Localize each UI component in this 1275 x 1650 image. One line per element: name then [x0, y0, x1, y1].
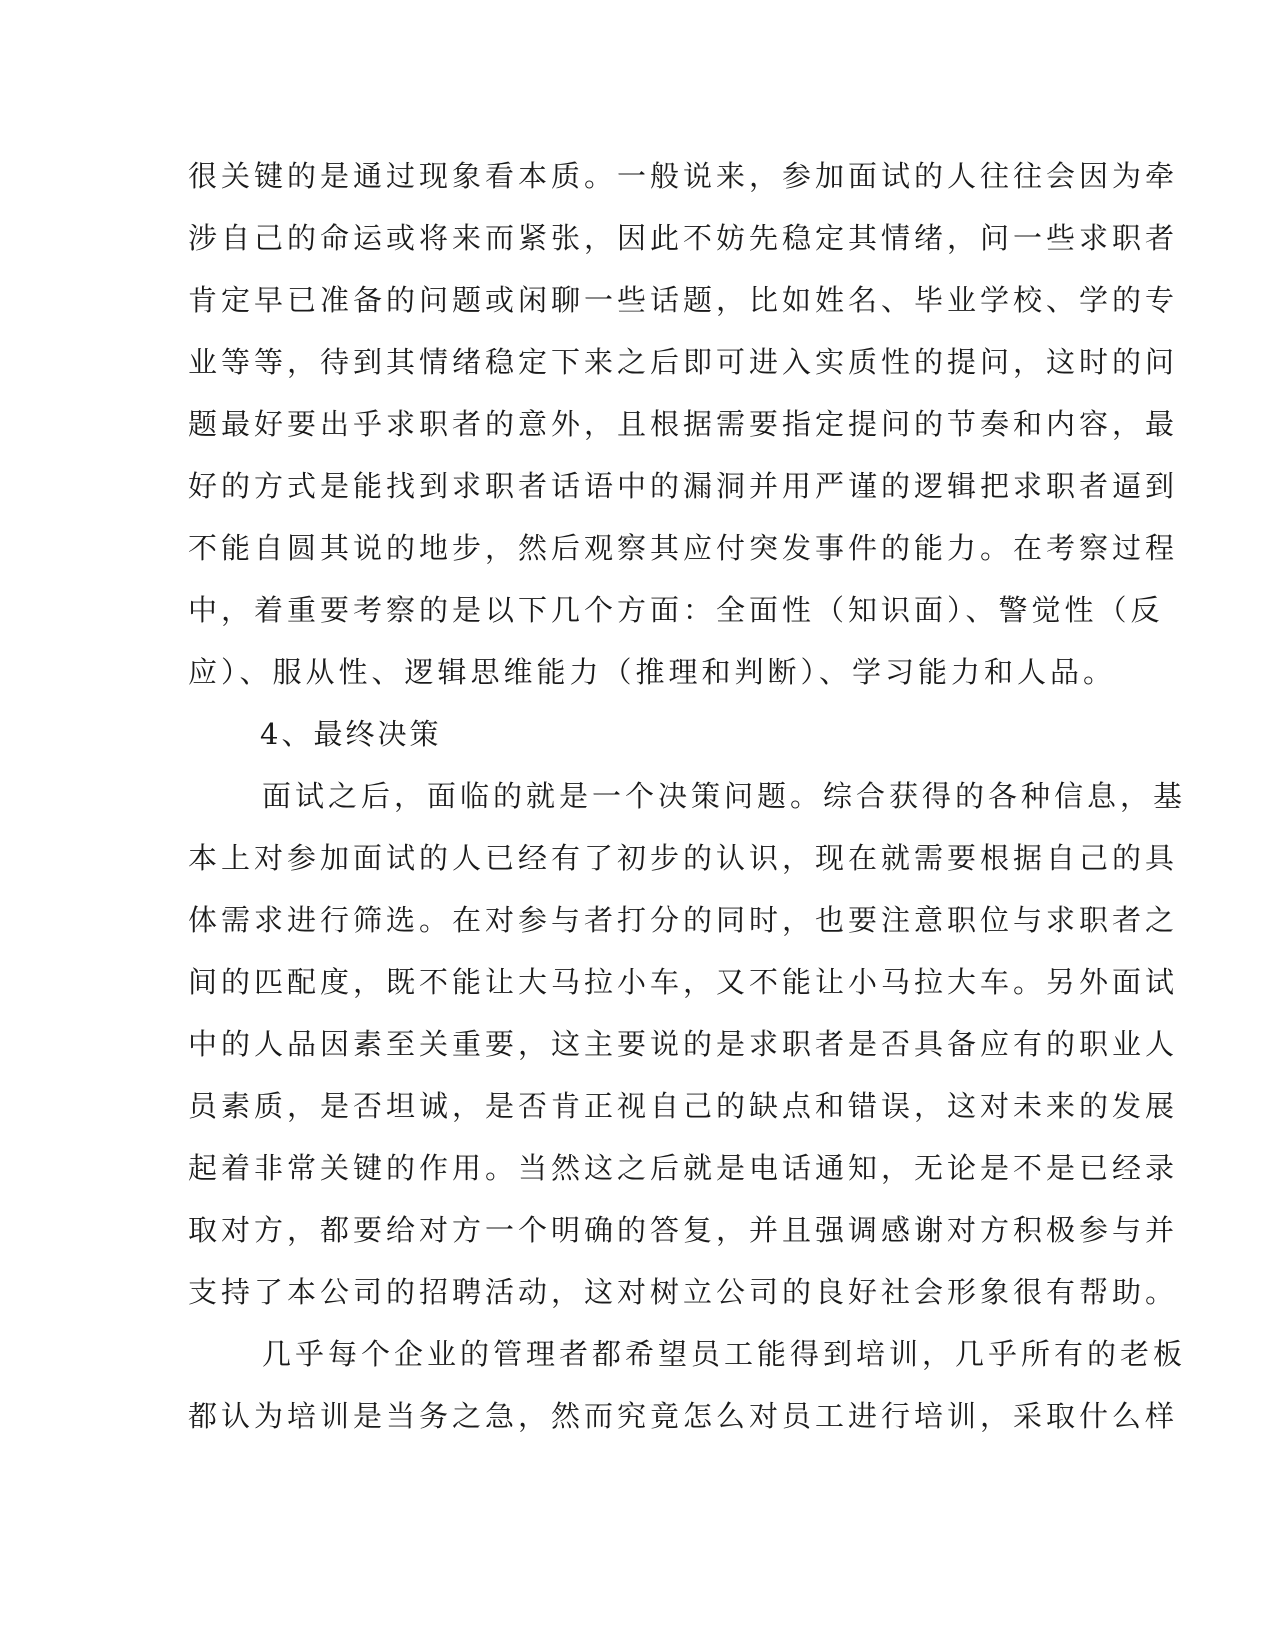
text-line: 面试之后，面临的就是一个决策问题。综合获得的各种信息，基	[262, 779, 1187, 813]
text-line: 本上对参加面试的人已经有了初步的认识，现在就需要根据自己的具	[188, 841, 1179, 875]
text-line: 业等等，待到其情绪稳定下来之后即可进入实质性的提问，这时的问	[188, 345, 1179, 379]
text-line: 员素质，是否坦诚，是否肯正视自己的缺点和错误，这对未来的发展	[188, 1089, 1179, 1123]
paragraph-interview-questioning	[188, 145, 1179, 703]
text-line: 应）、服从性、逻辑思维能力（推理和判断）、学习能力和人品。	[188, 655, 1117, 689]
section-heading: 4、最终决策	[260, 717, 442, 751]
text-line: 不能自圆其说的地步，然后观察其应付突发事件的能力。在考察过程	[188, 531, 1179, 565]
text-line: 很关键的是通过现象看本质。一般说来，参加面试的人往往会因为牵	[188, 159, 1179, 193]
paragraph-final-decision	[188, 765, 1187, 1323]
text-line: 涉自己的命运或将来而紧张，因此不妨先稳定其情绪，问一些求职者	[188, 221, 1179, 255]
text-line: 间的匹配度，既不能让大马拉小车，又不能让小马拉大车。另外面试	[188, 965, 1179, 999]
text-line: 起着非常关键的作用。当然这之后就是电话通知，无论是不是已经录	[188, 1151, 1179, 1185]
text-line: 题最好要出乎求职者的意外，且根据需要指定提问的节奏和内容，最	[188, 407, 1179, 441]
text-line: 支持了本公司的招聘活动，这对树立公司的良好社会形象很有帮助。	[188, 1275, 1179, 1309]
text-line: 中，着重要考察的是以下几个方面：全面性（知识面）、警觉性（反	[188, 593, 1164, 627]
text-line: 好的方式是能找到求职者话语中的漏洞并用严谨的逻辑把求职者逼到	[188, 469, 1179, 503]
paragraph-training	[188, 1323, 1187, 1447]
text-line: 取对方，都要给对方一个明确的答复，并且强调感谢对方积极参与并	[188, 1213, 1179, 1247]
text-line: 都认为培训是当务之急，然而究竟怎么对员工进行培训，采取什么样	[188, 1399, 1179, 1433]
text-line: 肯定早已准备的问题或闲聊一些话题，比如姓名、毕业学校、学的专	[188, 283, 1179, 317]
document-body	[188, 145, 1187, 1447]
text-line: 中的人品因素至关重要，这主要说的是求职者是否具备应有的职业人	[188, 1027, 1179, 1061]
text-line: 体需求进行筛选。在对参与者打分的同时，也要注意职位与求职者之	[188, 903, 1179, 937]
text-line: 几乎每个企业的管理者都希望员工能得到培训，几乎所有的老板	[262, 1337, 1187, 1371]
